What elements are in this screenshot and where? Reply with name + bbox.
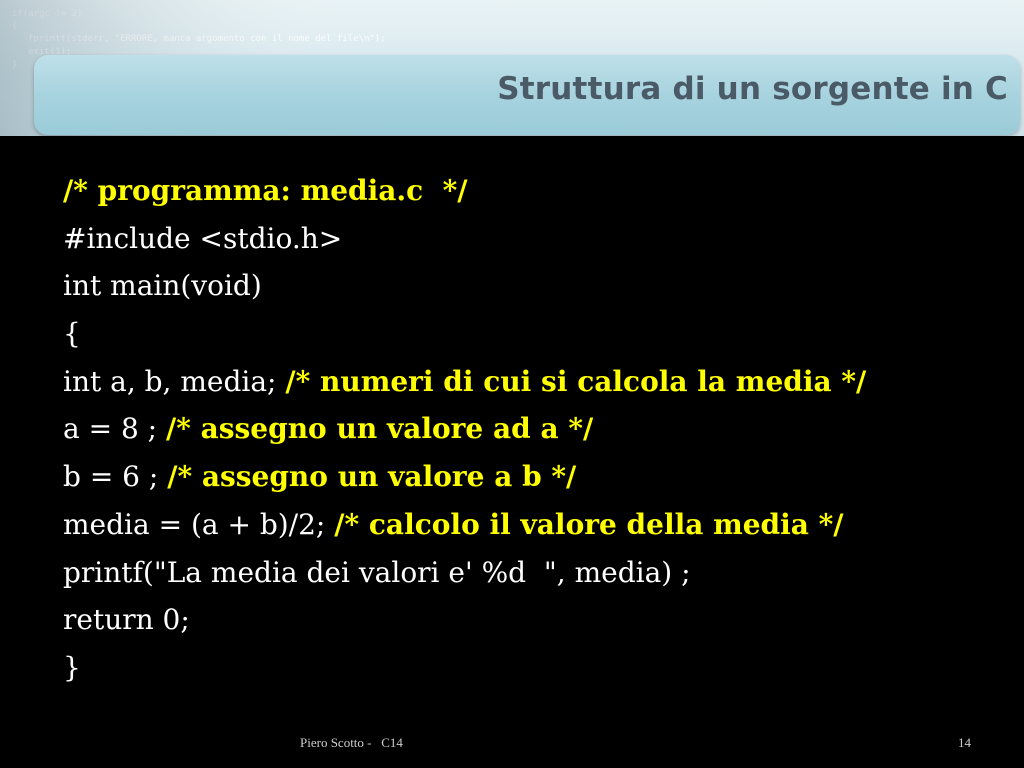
footer-author: Piero Scotto - C14 bbox=[300, 735, 403, 750]
code-comment: /* calcolo il valore della media */ bbox=[334, 507, 844, 541]
code-comment: /* programma: media.c */ bbox=[63, 174, 468, 207]
slide-header bbox=[0, 0, 1024, 136]
code-comment: /* numeri di cui si calcola la media */ bbox=[285, 364, 867, 398]
title-bar bbox=[34, 55, 1020, 135]
code-listing bbox=[63, 167, 1013, 692]
code-line bbox=[63, 215, 1013, 263]
code-line bbox=[63, 453, 1013, 501]
code-statement: a = 8 ; bbox=[63, 412, 167, 446]
code-statement: #include <stdio.h> bbox=[63, 221, 343, 255]
code-line bbox=[63, 501, 1013, 549]
code-line bbox=[63, 262, 1013, 310]
code-statement: } bbox=[63, 650, 81, 684]
code-statement: media = (a + b)/2; bbox=[63, 507, 335, 541]
slide-title: Struttura di un sorgente in C bbox=[497, 71, 1008, 107]
code-comment: /* assegno un valore ad a */ bbox=[166, 412, 594, 446]
slide-number: 14 bbox=[958, 735, 971, 750]
code-line bbox=[63, 596, 1013, 644]
code-line bbox=[63, 549, 1013, 597]
code-comment: /* assegno un valore a b */ bbox=[167, 460, 577, 494]
code-line bbox=[63, 358, 1013, 406]
code-line bbox=[63, 167, 1013, 215]
code-statement: printf("La media dei valori e' %d ", media) ; bbox=[63, 555, 691, 589]
code-statement: { bbox=[63, 317, 81, 351]
code-statement: int main(void) bbox=[63, 269, 262, 303]
code-statement: return 0; bbox=[63, 603, 190, 637]
code-line bbox=[63, 644, 1013, 692]
code-statement: b = 6 ; bbox=[63, 460, 168, 494]
code-line bbox=[63, 405, 1013, 453]
code-statement: int a, b, media; bbox=[63, 364, 286, 398]
code-line bbox=[63, 310, 1013, 358]
